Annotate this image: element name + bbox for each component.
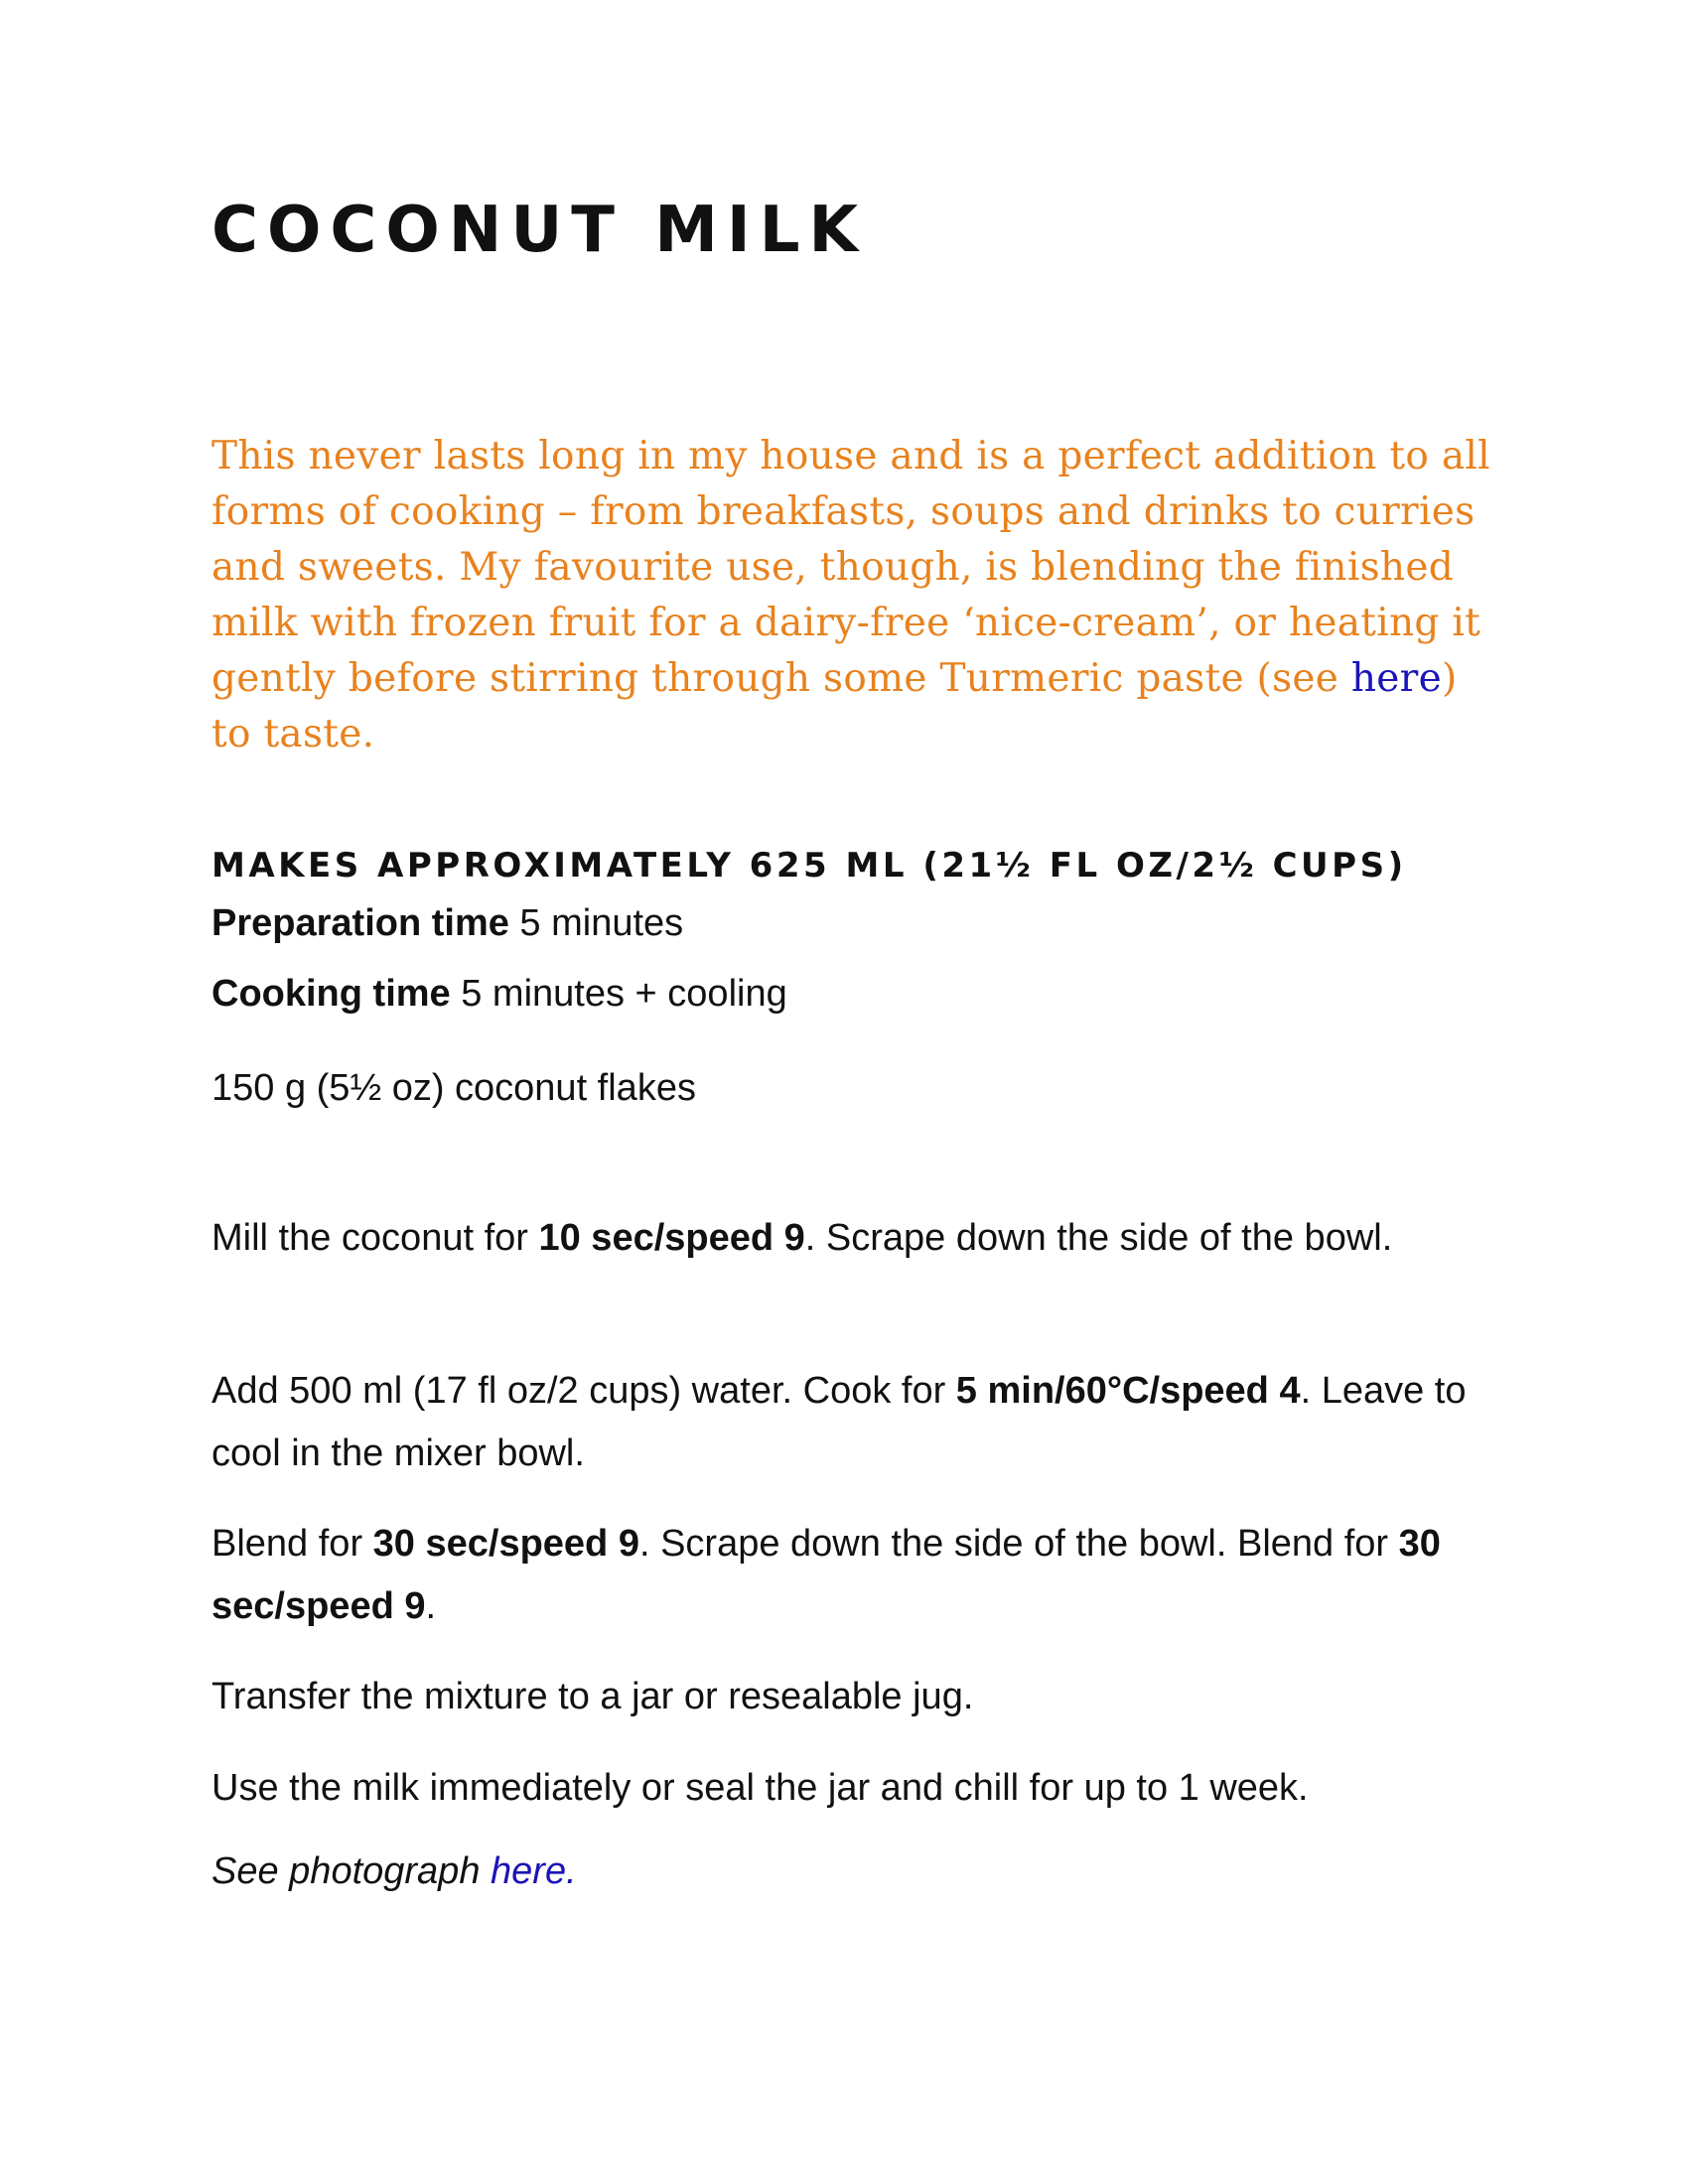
step-setting: 30 sec/speed 9	[211, 1523, 1441, 1627]
caption-text: See photograph	[211, 1850, 492, 1892]
step-text: Blend for	[211, 1523, 373, 1565]
cooking-time-value: 5 minutes + cooling	[450, 973, 787, 1015]
intro-paragraph	[211, 429, 1492, 762]
preparation-time	[211, 901, 683, 947]
step-setting: 5 min/60°C/speed 4	[955, 1370, 1301, 1412]
method-step-5: Use the milk immediately or seal the jar and chill for up to 1 week.	[211, 1767, 1309, 1809]
yield-heading: MAKES APPROXIMATELY 625 ML (21½ FL OZ/2½ CUPS)	[211, 846, 1407, 886]
step-text: . Scrape down the side of the bowl.	[804, 1217, 1393, 1259]
step-text: . Scrape down the side of the bowl. Blend for	[638, 1523, 1399, 1565]
step-text: . Leave to cool in the mixer bowl.	[211, 1370, 1467, 1474]
method-step-1	[211, 1207, 1502, 1270]
intro-text: This never lasts long in my house and is a perfect addition to all forms of cooking – from breakfasts, soups and drinks to curries and sweets. My favourite use, though, is blending the finished milk with frozen fruit for a dairy-free ‘nice-cream’, or heating it gently before stirring through some Turmeric paste (see	[211, 434, 1490, 701]
method-step-2	[211, 1360, 1502, 1485]
step-text: .	[425, 1585, 437, 1627]
cooking-time-label: Cooking time	[211, 973, 451, 1015]
page-title: COCONUT MILK	[211, 194, 868, 267]
cooking-time	[211, 972, 787, 1018]
preparation-time-value: 5 minutes	[508, 902, 684, 944]
step-setting: 30 sec/speed 9	[372, 1523, 639, 1565]
step-setting: 10 sec/speed 9	[538, 1217, 805, 1259]
method-step-4: Transfer the mixture to a jar or resealable jug.	[211, 1676, 974, 1717]
photograph-link[interactable]: here.	[491, 1850, 577, 1892]
step-text: Mill the coconut for	[211, 1217, 539, 1259]
preparation-time-label: Preparation time	[211, 902, 509, 944]
method-step-3	[211, 1513, 1502, 1638]
turmeric-paste-link[interactable]: here	[1350, 656, 1442, 701]
photo-caption	[211, 1841, 1502, 1903]
intro-text-end: ) to taste.	[211, 656, 1458, 756]
ingredient-item: 150 g (5½ oz) coconut flakes	[211, 1067, 696, 1109]
step-text: Add 500 ml (17 fl oz/2 cups) water. Cook for	[211, 1370, 956, 1412]
